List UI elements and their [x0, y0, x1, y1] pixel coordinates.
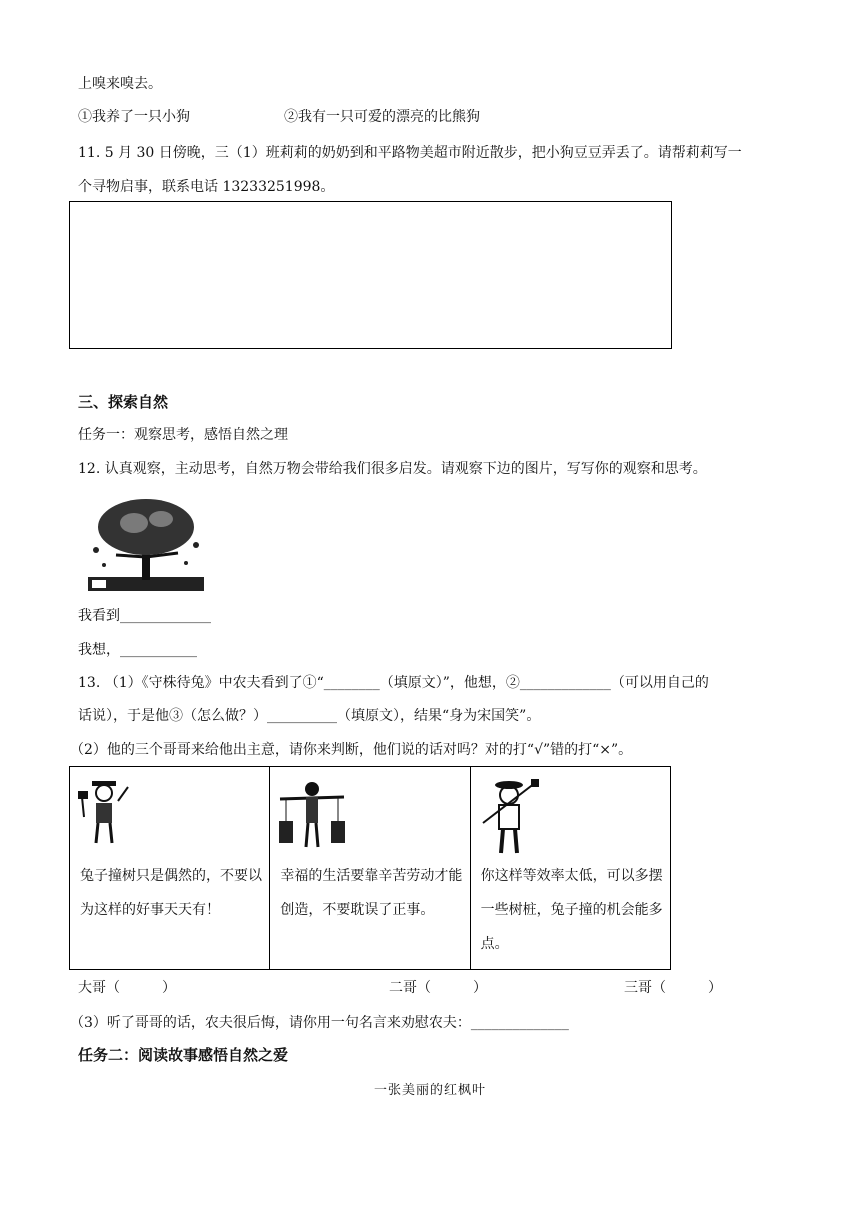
q13-line-2: 话说），于是他③（怎么做？）__________（填原文），结果“身为宋国笑”。	[78, 708, 541, 724]
q11-line-1: 11. 5 月 30 日傍晚，三（1）班莉莉的奶奶到和平路物美超市附近散步，把小狗豆豆弄丢了。请帮莉莉写一	[78, 145, 742, 161]
q12-prompt: 12. 认真观察，主动思考，自然万物会带给我们很多启发。请观察下边的图片，写写你的观察和思考。	[78, 461, 707, 477]
brother-2-figure	[278, 777, 348, 849]
brother-3-answer: 三哥（ ）	[624, 980, 722, 996]
section-3-title: 三、探索自然	[78, 393, 169, 411]
option-1: ①我养了一只小狗	[78, 109, 190, 125]
brother-1-quote: 兔子撞树只是偶然的，不要以为这样的好事天天有！	[80, 868, 262, 918]
story-title: 一张美丽的红枫叶	[373, 1083, 486, 1098]
brothers-table	[69, 766, 671, 970]
q13-part-3: （3）听了哥哥的话，农夫很后悔，请你用一句名言来劝慰农夫：______________	[70, 1015, 569, 1031]
tree-illustration	[86, 495, 206, 595]
prev-line-end: 上嗅来嗅去。	[78, 76, 162, 92]
q13-line-1: 13. （1）《守株待兔》中农夫看到了①“________（填原文）”，他想，②_____________（可以用自己的	[78, 675, 709, 691]
q11-answer-box[interactable]	[69, 201, 672, 349]
q11-line-2: 个寻物启事，联系电话 13233251998。	[78, 179, 335, 195]
brother-1-answer: 大哥（ ）	[78, 980, 176, 996]
brother-cell-3	[471, 767, 670, 969]
brother-3-figure	[479, 777, 543, 857]
brother-2-quote: 幸福的生活要靠辛苦劳动才能创造，不要耽误了正事。	[280, 868, 463, 918]
q12-think: 我想，___________	[78, 642, 197, 658]
task-2-title: 任务二：阅读故事感悟自然之爱	[78, 1046, 289, 1064]
q13-part-2: （2）他的三个哥哥来给他出主意，请你来判断，他们说的话对吗？对的打“√”错的打“×”。	[70, 742, 633, 758]
task-1-title: 任务一：观察思考，感悟自然之理	[78, 427, 288, 443]
brother-3-quote: 你这样等效率太低，可以多摆一些树桩，兔子撞的机会能多点。	[480, 868, 663, 952]
option-2: ②我有一只可爱的漂亮的比熊狗	[284, 109, 480, 125]
q12-see: 我看到_____________	[78, 608, 211, 624]
brother-1-figure	[78, 777, 134, 847]
brother-2-answer: 二哥（ ）	[389, 980, 487, 996]
brother-cell-1	[70, 767, 270, 969]
brother-cell-2	[270, 767, 470, 969]
